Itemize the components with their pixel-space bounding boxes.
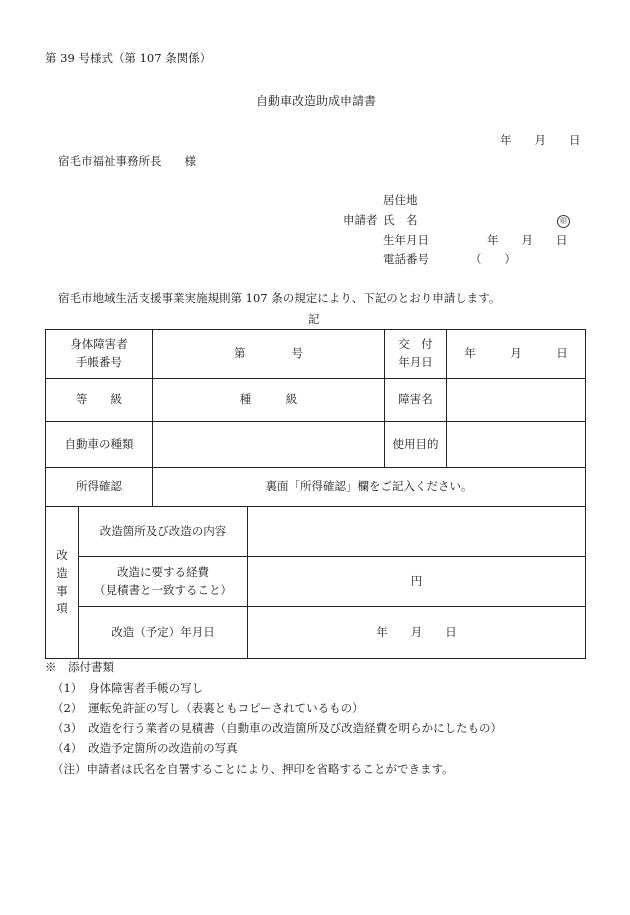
purpose-field[interactable] <box>447 422 586 468</box>
date-line: 年 月 日 <box>500 133 581 147</box>
row-certificate <box>46 330 586 379</box>
modification-field[interactable] <box>248 507 586 557</box>
issue-date-label: 交 付 年月日 <box>385 330 447 379</box>
row-modification <box>46 507 586 557</box>
disability-field[interactable] <box>447 379 586 422</box>
address-label: 居住地 <box>383 193 418 207</box>
birthdate-fields: 年 月 日 <box>487 233 568 247</box>
attachments-heading: ※ 添付書類 <box>45 660 114 674</box>
cert-number-field[interactable]: 第 号 <box>153 330 385 379</box>
note: （注）申請者は氏名を自署することにより、押印を省略することができます。 <box>52 762 454 776</box>
cost-field[interactable]: 円 <box>248 557 586 607</box>
application-table <box>45 329 586 659</box>
modification-label: 改造箇所及び改造の内容 <box>79 507 248 557</box>
modification-section-label: 改 造 事 項 <box>46 507 79 659</box>
phone-label: 電話番号 <box>383 252 429 266</box>
attachment-item: （2） 運転免許証の写し（表裏ともコピーされているもの） <box>52 701 364 715</box>
attachment-item: （4） 改造予定箇所の改造前の写真 <box>52 741 238 755</box>
seal-icon: ㊞ <box>557 215 570 228</box>
attachment-item: （1） 身体障害者手帳の写し <box>52 681 204 695</box>
statement: 宿毛市地域生活支援事業実施規則第 107 条の規定により、下記のとおり申請します。 <box>58 291 501 305</box>
issue-date-field[interactable]: 年 月 日 <box>447 330 586 379</box>
planned-date-field[interactable]: 年 月 日 <box>248 607 586 659</box>
name-label: 氏 名 <box>383 213 418 227</box>
income-label: 所得確認 <box>46 468 153 507</box>
purpose-label: 使用目的 <box>385 422 447 468</box>
row-cost <box>46 557 586 607</box>
phone-parens: （ ） <box>470 252 516 266</box>
seal-mark <box>557 214 570 228</box>
planned-date-label: 改造（予定）年月日 <box>79 607 248 659</box>
row-grade <box>46 379 586 422</box>
addressee: 宿毛市福祉事務所長 様 <box>58 154 196 168</box>
disability-label: 障害名 <box>385 379 447 422</box>
birthdate-label: 生年月日 <box>383 233 429 247</box>
grade-field[interactable]: 種 級 <box>153 379 385 422</box>
cert-label: 身体障害者 手帳番号 <box>46 330 153 379</box>
form-number: 第 39 号様式（第 107 条関係） <box>45 51 212 65</box>
applicant-label: 申請者 <box>343 213 378 227</box>
grade-label: 等 級 <box>46 379 153 422</box>
vehicle-type-label: 自動車の種類 <box>46 422 153 468</box>
document-title: 自動車改造助成申請書 <box>256 94 377 108</box>
row-income <box>46 468 586 507</box>
row-vehicle <box>46 422 586 468</box>
cost-label: 改造に要する経費 （見積書と一致すること） <box>79 557 248 607</box>
vehicle-type-field[interactable] <box>153 422 385 468</box>
row-planned-date <box>46 607 586 659</box>
attachment-item: （3） 改造を行う業者の見積書（自動車の改造箇所及び改造経費を明らかにしたもの） <box>52 721 503 735</box>
income-instruction: 裏面「所得確認」欄をご記入ください。 <box>153 468 586 507</box>
ki-label: 記 <box>308 312 320 326</box>
